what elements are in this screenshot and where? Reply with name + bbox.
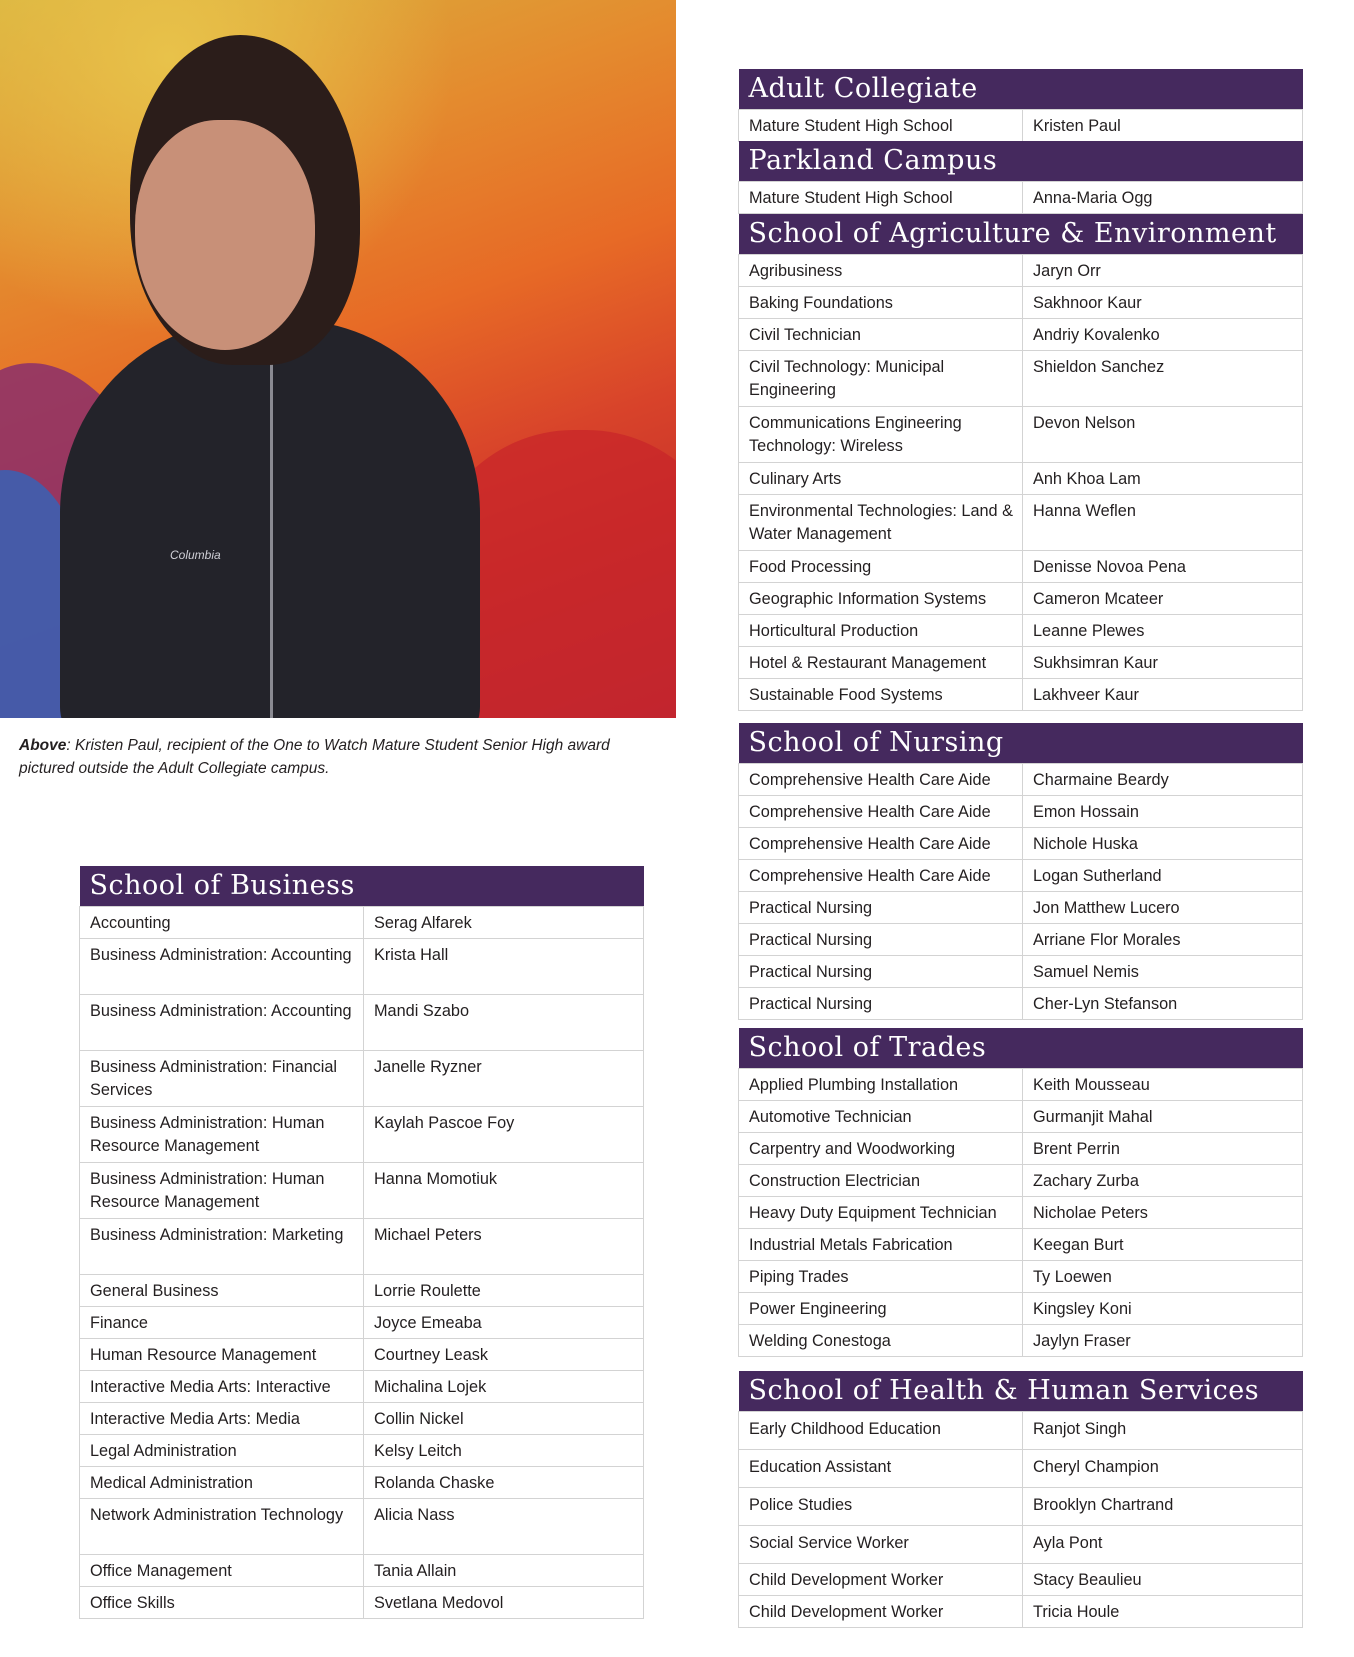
- student-name-cell: Svetlana Medovol: [364, 1586, 644, 1618]
- program-cell: Civil Technician: [739, 318, 1023, 350]
- table-row: [739, 795, 1303, 827]
- table-row: [739, 987, 1303, 1019]
- table-row: [739, 318, 1303, 350]
- program-cell: Carpentry and Woodworking: [739, 1132, 1023, 1164]
- student-name-cell: Denisse Novoa Pena: [1023, 550, 1303, 582]
- table-row: [739, 350, 1303, 406]
- table-adult-collegiate: [738, 69, 1303, 142]
- table-row: [80, 1106, 644, 1162]
- section-title: School of Agriculture & Environment: [739, 214, 1303, 254]
- program-cell: Business Administration: Accounting: [80, 994, 364, 1050]
- table-row: [739, 859, 1303, 891]
- table-row: [739, 181, 1303, 213]
- table-row: [739, 1292, 1303, 1324]
- table-row: [80, 1274, 644, 1306]
- table-row: [80, 906, 644, 938]
- student-name-cell: Hanna Weflen: [1023, 494, 1303, 550]
- student-name-cell: Kristen Paul: [1023, 109, 1303, 141]
- program-cell: Comprehensive Health Care Aide: [739, 763, 1023, 795]
- section-title: Parkland Campus: [739, 141, 1303, 181]
- student-name-cell: Michalina Lojek: [364, 1370, 644, 1402]
- student-name-cell: Hanna Momotiuk: [364, 1162, 644, 1218]
- program-cell: Interactive Media Arts: Interactive: [80, 1370, 364, 1402]
- program-cell: Business Administration: Financial Services: [80, 1050, 364, 1106]
- student-name-cell: Sakhnoor Kaur: [1023, 286, 1303, 318]
- table-row: [739, 1411, 1303, 1449]
- student-name-cell: Cameron Mcateer: [1023, 582, 1303, 614]
- table-row: [739, 1100, 1303, 1132]
- program-cell: Piping Trades: [739, 1260, 1023, 1292]
- section-title: School of Trades: [739, 1028, 1303, 1068]
- student-name-cell: Janelle Ryzner: [364, 1050, 644, 1106]
- program-cell: Early Childhood Education: [739, 1411, 1023, 1449]
- section-title: School of Business: [80, 866, 644, 906]
- jacket-zipper: [270, 360, 273, 718]
- table-row: [739, 109, 1303, 141]
- program-cell: Business Administration: Accounting: [80, 938, 364, 994]
- student-name-cell: Lakhveer Kaur: [1023, 678, 1303, 710]
- table-row: [739, 550, 1303, 582]
- student-name-cell: Ty Loewen: [1023, 1260, 1303, 1292]
- section-title: School of Health & Human Services: [739, 1371, 1303, 1411]
- program-cell: Mature Student High School: [739, 109, 1023, 141]
- program-cell: Power Engineering: [739, 1292, 1023, 1324]
- program-cell: Hotel & Restaurant Management: [739, 646, 1023, 678]
- table-row: [739, 1164, 1303, 1196]
- program-cell: Social Service Worker: [739, 1525, 1023, 1563]
- student-name-cell: Ayla Pont: [1023, 1525, 1303, 1563]
- table-row: [80, 938, 644, 994]
- table-row: [739, 891, 1303, 923]
- student-name-cell: Collin Nickel: [364, 1402, 644, 1434]
- table-row: [739, 1228, 1303, 1260]
- table-parkland-campus: [738, 141, 1303, 214]
- program-cell: Business Administration: Human Resource Management: [80, 1106, 364, 1162]
- student-name-cell: Anna-Maria Ogg: [1023, 181, 1303, 213]
- program-cell: Welding Conestoga: [739, 1324, 1023, 1356]
- program-cell: Practical Nursing: [739, 955, 1023, 987]
- student-name-cell: Lorrie Roulette: [364, 1274, 644, 1306]
- program-cell: Environmental Technologies: Land & Water Management: [739, 494, 1023, 550]
- student-name-cell: Leanne Plewes: [1023, 614, 1303, 646]
- section-title: Adult Collegiate: [739, 69, 1303, 109]
- program-cell: Automotive Technician: [739, 1100, 1023, 1132]
- program-cell: Practical Nursing: [739, 891, 1023, 923]
- program-cell: Business Administration: Marketing: [80, 1218, 364, 1274]
- table-row: [739, 1260, 1303, 1292]
- student-name-cell: Logan Sutherland: [1023, 859, 1303, 891]
- program-cell: Comprehensive Health Care Aide: [739, 795, 1023, 827]
- table-row: [739, 1132, 1303, 1164]
- table-row: [739, 614, 1303, 646]
- table-row: [80, 1338, 644, 1370]
- program-cell: Child Development Worker: [739, 1595, 1023, 1627]
- student-name-cell: Nichole Huska: [1023, 827, 1303, 859]
- table-agriculture-environment: [738, 214, 1303, 711]
- table-row: [739, 646, 1303, 678]
- program-cell: Accounting: [80, 906, 364, 938]
- student-name-cell: Anh Khoa Lam: [1023, 462, 1303, 494]
- student-name-cell: Courtney Leask: [364, 1338, 644, 1370]
- program-cell: Legal Administration: [80, 1434, 364, 1466]
- table-row: [739, 1525, 1303, 1563]
- student-name-cell: Tricia Houle: [1023, 1595, 1303, 1627]
- student-name-cell: Joyce Emeaba: [364, 1306, 644, 1338]
- jacket-logo: Columbia: [170, 548, 221, 562]
- program-cell: Heavy Duty Equipment Technician: [739, 1196, 1023, 1228]
- program-cell: Civil Technology: Municipal Engineering: [739, 350, 1023, 406]
- program-cell: General Business: [80, 1274, 364, 1306]
- student-name-cell: Cher-Lyn Stefanson: [1023, 987, 1303, 1019]
- program-cell: Business Administration: Human Resource Management: [80, 1162, 364, 1218]
- program-cell: Human Resource Management: [80, 1338, 364, 1370]
- section-title: School of Nursing: [739, 723, 1303, 763]
- student-name-cell: Rolanda Chaske: [364, 1466, 644, 1498]
- student-name-cell: Jaylyn Fraser: [1023, 1324, 1303, 1356]
- table-row: [739, 1068, 1303, 1100]
- table-row: [739, 254, 1303, 286]
- student-name-cell: Kelsy Leitch: [364, 1434, 644, 1466]
- student-name-cell: Charmaine Beardy: [1023, 763, 1303, 795]
- table-row: [739, 462, 1303, 494]
- table-row: [739, 1595, 1303, 1627]
- student-name-cell: Ranjot Singh: [1023, 1411, 1303, 1449]
- caption-text: : Kristen Paul, recipient of the One to Watch Mature Student Senior High award pictured outside the Adult Collegiate campus.: [19, 737, 610, 777]
- student-name-cell: Devon Nelson: [1023, 406, 1303, 462]
- table-row: [739, 1487, 1303, 1525]
- program-cell: Horticultural Production: [739, 614, 1023, 646]
- student-name-cell: Mandi Szabo: [364, 994, 644, 1050]
- student-name-cell: Tania Allain: [364, 1554, 644, 1586]
- table-row: [80, 1218, 644, 1274]
- table-row: [80, 1554, 644, 1586]
- student-name-cell: Kingsley Koni: [1023, 1292, 1303, 1324]
- student-name-cell: Sukhsimran Kaur: [1023, 646, 1303, 678]
- program-cell: Practical Nursing: [739, 987, 1023, 1019]
- program-cell: Practical Nursing: [739, 923, 1023, 955]
- program-cell: Comprehensive Health Care Aide: [739, 827, 1023, 859]
- table-row: [739, 763, 1303, 795]
- program-cell: Baking Foundations: [739, 286, 1023, 318]
- program-cell: Applied Plumbing Installation: [739, 1068, 1023, 1100]
- table-row: [80, 1434, 644, 1466]
- portrait-photo: [0, 0, 676, 718]
- student-name-cell: Keegan Burt: [1023, 1228, 1303, 1260]
- program-cell: Sustainable Food Systems: [739, 678, 1023, 710]
- table-row: [739, 286, 1303, 318]
- student-name-cell: Jon Matthew Lucero: [1023, 891, 1303, 923]
- table-row: [739, 1196, 1303, 1228]
- table-row: [739, 1563, 1303, 1595]
- table-nursing: [738, 723, 1303, 1020]
- student-name-cell: Krista Hall: [364, 938, 644, 994]
- student-name-cell: Alicia Nass: [364, 1498, 644, 1554]
- student-name-cell: Arriane Flor Morales: [1023, 923, 1303, 955]
- program-cell: Communications Engineering Technology: Wireless: [739, 406, 1023, 462]
- table-row: [80, 1586, 644, 1618]
- student-name-cell: Brooklyn Chartrand: [1023, 1487, 1303, 1525]
- program-cell: Geographic Information Systems: [739, 582, 1023, 614]
- photo-caption: [19, 734, 659, 780]
- program-cell: Education Assistant: [739, 1449, 1023, 1487]
- table-business: [79, 866, 644, 1619]
- student-name-cell: Michael Peters: [364, 1218, 644, 1274]
- program-cell: Construction Electrician: [739, 1164, 1023, 1196]
- student-name-cell: Serag Alfarek: [364, 906, 644, 938]
- table-row: [80, 994, 644, 1050]
- program-cell: Child Development Worker: [739, 1563, 1023, 1595]
- program-cell: Mature Student High School: [739, 181, 1023, 213]
- student-name-cell: Stacy Beaulieu: [1023, 1563, 1303, 1595]
- table-health-human-services: [738, 1371, 1303, 1628]
- table-row: [739, 406, 1303, 462]
- student-name-cell: Nicholae Peters: [1023, 1196, 1303, 1228]
- table-row: [739, 955, 1303, 987]
- table-row: [80, 1402, 644, 1434]
- student-name-cell: Shieldon Sanchez: [1023, 350, 1303, 406]
- program-cell: Interactive Media Arts: Media: [80, 1402, 364, 1434]
- table-trades: [738, 1028, 1303, 1357]
- program-cell: Industrial Metals Fabrication: [739, 1228, 1023, 1260]
- table-row: [739, 827, 1303, 859]
- program-cell: Police Studies: [739, 1487, 1023, 1525]
- table-row: [739, 1324, 1303, 1356]
- student-name-cell: Gurmanjit Mahal: [1023, 1100, 1303, 1132]
- student-name-cell: Andriy Kovalenko: [1023, 318, 1303, 350]
- table-row: [80, 1498, 644, 1554]
- student-name-cell: Brent Perrin: [1023, 1132, 1303, 1164]
- student-name-cell: Emon Hossain: [1023, 795, 1303, 827]
- table-row: [739, 582, 1303, 614]
- program-cell: Agribusiness: [739, 254, 1023, 286]
- table-row: [739, 923, 1303, 955]
- student-name-cell: Samuel Nemis: [1023, 955, 1303, 987]
- student-name-cell: Cheryl Champion: [1023, 1449, 1303, 1487]
- program-cell: Network Administration Technology: [80, 1498, 364, 1554]
- table-row: [80, 1466, 644, 1498]
- student-name-cell: Zachary Zurba: [1023, 1164, 1303, 1196]
- program-cell: Culinary Arts: [739, 462, 1023, 494]
- student-name-cell: Jaryn Orr: [1023, 254, 1303, 286]
- program-cell: Food Processing: [739, 550, 1023, 582]
- program-cell: Finance: [80, 1306, 364, 1338]
- table-row: [80, 1370, 644, 1402]
- program-cell: Office Management: [80, 1554, 364, 1586]
- caption-lead: Above: [19, 737, 67, 754]
- program-cell: Office Skills: [80, 1586, 364, 1618]
- table-row: [739, 1449, 1303, 1487]
- table-row: [80, 1306, 644, 1338]
- student-name-cell: Keith Mousseau: [1023, 1068, 1303, 1100]
- program-cell: Comprehensive Health Care Aide: [739, 859, 1023, 891]
- table-row: [739, 494, 1303, 550]
- table-row: [80, 1162, 644, 1218]
- person-face: [135, 120, 315, 350]
- student-name-cell: Kaylah Pascoe Foy: [364, 1106, 644, 1162]
- table-row: [80, 1050, 644, 1106]
- table-row: [739, 678, 1303, 710]
- program-cell: Medical Administration: [80, 1466, 364, 1498]
